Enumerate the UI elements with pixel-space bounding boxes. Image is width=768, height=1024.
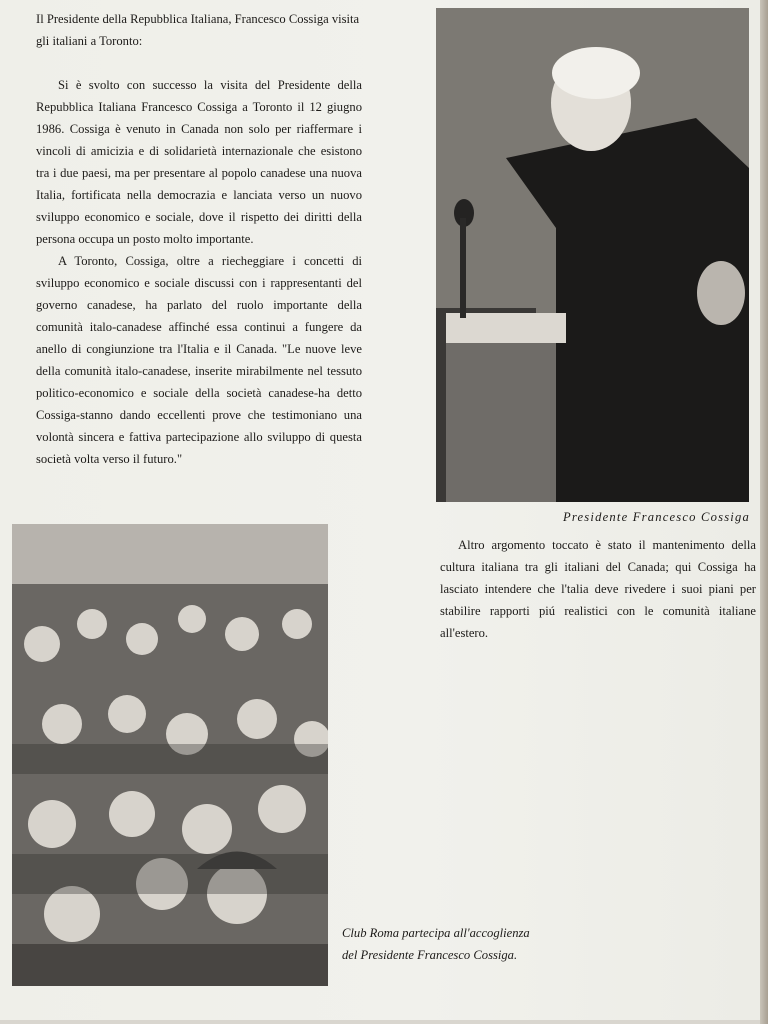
article-paragraph-2: A Toronto, Cossiga, oltre a riecheggiare i concetti di sviluppo economico e sociale discussi con i rappresentanti del governo canadese, ha parlato del ruolo importante della comunità italo-canadese affinché essa continui a fungere da anello di congiunzione tra l'Italia e il Canada. "Le nuove leve della comunità italo-canadese, inserite mirabilmente nel tessuto politico-economico e sociale della società canadese-ha detto Cossiga-stanno dando eccellenti prove che testimoniano una volontà sincera e fattiva partecipazione allo sviluppo di questa società volta verso il futuro." bbox=[36, 254, 362, 466]
article-right-column bbox=[440, 534, 756, 644]
crowd-photo bbox=[12, 524, 328, 986]
page-spine bbox=[760, 0, 768, 1024]
crowd-photo-drawing bbox=[12, 524, 328, 986]
article-headline: Il Presidente della Repubblica Italiana, Francesco Cossiga visita gli italiani a Toronto: bbox=[36, 12, 360, 48]
president-speech-photo bbox=[436, 8, 749, 502]
article-left-column bbox=[36, 8, 362, 470]
president-speech-photo-drawing bbox=[436, 8, 749, 502]
article-paragraph-1: Si è svolto con successo la visita del Presidente della Repubblica Italiana Francesco Cossiga a Toronto il 12 giugno 1986. Cossiga è venuto in Canada non solo per riaffermare i vincoli di amicizia e di solidarietà internazionale che esistono tra i due paesi, ma per presentare al popolo canadese una nuova Italia, fortificata nella democrazia e lanciata verso un nuovo sviluppo economico e sociale, dove il rispetto dei diritti della persona occupa un posto molto importante. bbox=[36, 78, 362, 246]
president-photo-caption: Presidente Francesco Cossiga bbox=[562, 510, 750, 524]
crowd-photo-caption: Club Roma partecipa all'accoglienza del Presidente Francesco Cossiga. bbox=[342, 926, 530, 962]
article-paragraph-3: Altro argomento toccato è stato il mantenimento della cultura italiana tra gli italiani del Canada; qui Cossiga ha lasciato intendere che l'talia deve rivedere i suoi piani per stabilire rapporti piú realistici con le comunità italiane all'estero. bbox=[440, 538, 756, 640]
